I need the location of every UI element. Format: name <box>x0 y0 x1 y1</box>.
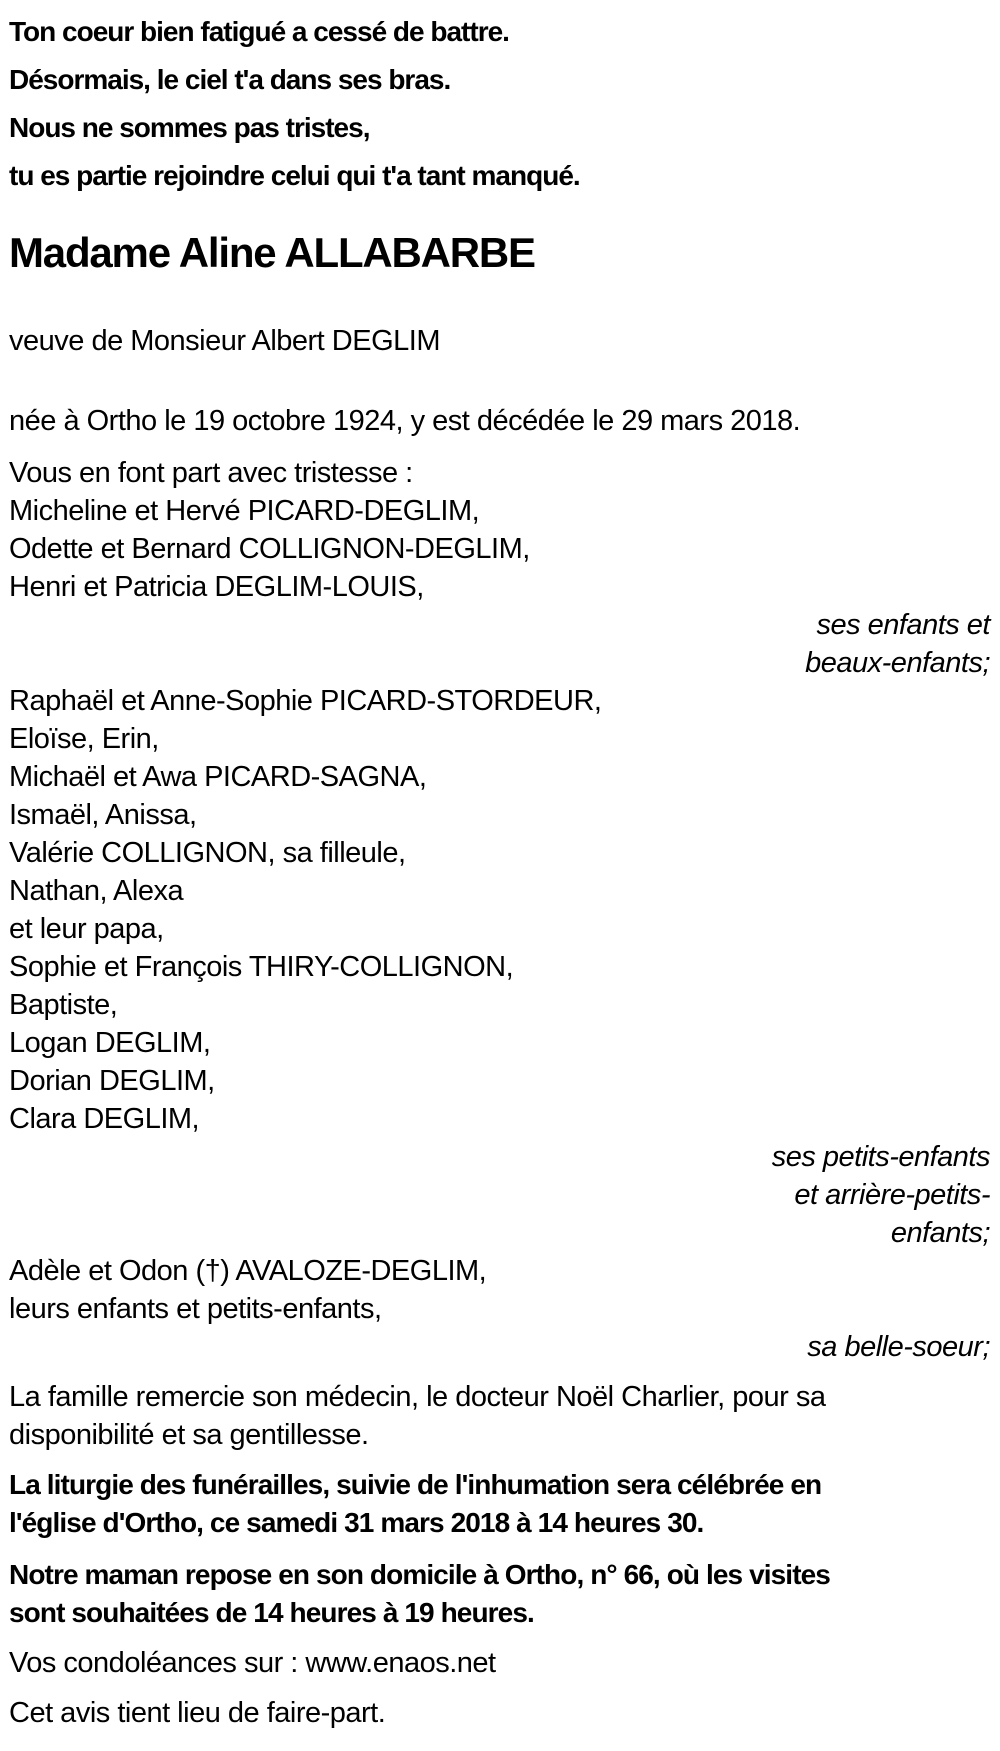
repose-line-1: Notre maman repose en son domicile à Ortho, n° 66, où les visites <box>9 1559 830 1590</box>
birth-death-line: née à Ortho le 19 octobre 1924, y est décédée le 29 mars 2018. <box>9 405 801 437</box>
child-line: Odette et Bernard COLLIGNON-DEGLIM, <box>9 533 530 565</box>
grandchild-line: Logan DEGLIM, <box>9 1027 211 1059</box>
grandchild-line: Ismaël, Anissa, <box>9 799 197 831</box>
liturgy-line-1: La liturgie des funérailles, suivie de l'inhumation sera célébrée en <box>9 1469 822 1500</box>
condolences-line: Vos condoléances sur : www.enaos.net <box>9 1647 496 1679</box>
grandchildren-relation-line-2: et arrière-petits- <box>794 1179 990 1211</box>
children-relation-line-2: beaux-enfants; <box>805 647 990 679</box>
child-line: Henri et Patricia DEGLIM-LOUIS, <box>9 571 424 603</box>
thanks-line-1: La famille remercie son médecin, le docteur Noël Charlier, pour sa <box>9 1381 826 1413</box>
grandchild-line: Michaël et Awa PICARD-SAGNA, <box>9 761 427 793</box>
epitaph-line-4: tu es partie rejoindre celui qui t'a tant manqué. <box>9 160 580 191</box>
children-relation-line-1: ses enfants et <box>816 609 990 641</box>
in-law-line: leurs enfants et petits-enfants, <box>9 1293 382 1325</box>
widow-line: veuve de Monsieur Albert DEGLIM <box>9 325 440 357</box>
grandchildren-relation-line-1: ses petits-enfants <box>771 1141 990 1173</box>
thanks-section <box>9 1378 990 1454</box>
grandchild-line: et leur papa, <box>9 913 164 945</box>
epitaph-section <box>9 8 990 200</box>
liturgy-section <box>9 1466 990 1542</box>
grandchild-line: Eloïse, Erin, <box>9 723 159 755</box>
repose-line-2: sont souhaitées de 14 heures à 19 heures. <box>9 1597 534 1628</box>
child-line: Micheline et Hervé PICARD-DEGLIM, <box>9 495 480 527</box>
legal-notice-line: Cet avis tient lieu de faire-part. <box>9 1697 386 1729</box>
sister-in-law-relation-line: sa belle-soeur; <box>807 1331 990 1363</box>
deceased-name: Madame Aline ALLABARBE <box>9 229 535 276</box>
repose-section <box>9 1556 990 1632</box>
grandchild-line: Clara DEGLIM, <box>9 1103 200 1135</box>
grandchild-line: Nathan, Alexa <box>9 875 184 907</box>
grandchild-line: Baptiste, <box>9 989 118 1021</box>
grandchild-line: Sophie et François THIRY-COLLIGNON, <box>9 951 514 983</box>
family-section <box>9 454 990 1366</box>
epitaph-line-1: Ton coeur bien fatigué a cessé de battre. <box>9 16 509 47</box>
in-law-line: Adèle et Odon (†) AVALOZE-DEGLIM, <box>9 1255 487 1287</box>
grandchildren-relation-line-3: enfants; <box>890 1217 990 1249</box>
grandchild-line: Dorian DEGLIM, <box>9 1065 215 1097</box>
liturgy-line-2: l'église d'Ortho, ce samedi 31 mars 2018 à 14 heures 30. <box>9 1507 704 1538</box>
epitaph-line-3: Nous ne sommes pas tristes, <box>9 112 370 143</box>
grandchild-line: Valérie COLLIGNON, sa filleule, <box>9 837 406 869</box>
grandchild-line: Raphaël et Anne-Sophie PICARD-STORDEUR, <box>9 685 602 717</box>
announcement-intro: Vous en font part avec tristesse : <box>9 457 413 489</box>
epitaph-line-2: Désormais, le ciel t'a dans ses bras. <box>9 64 451 95</box>
thanks-line-2: disponibilité et sa gentillesse. <box>9 1419 369 1451</box>
